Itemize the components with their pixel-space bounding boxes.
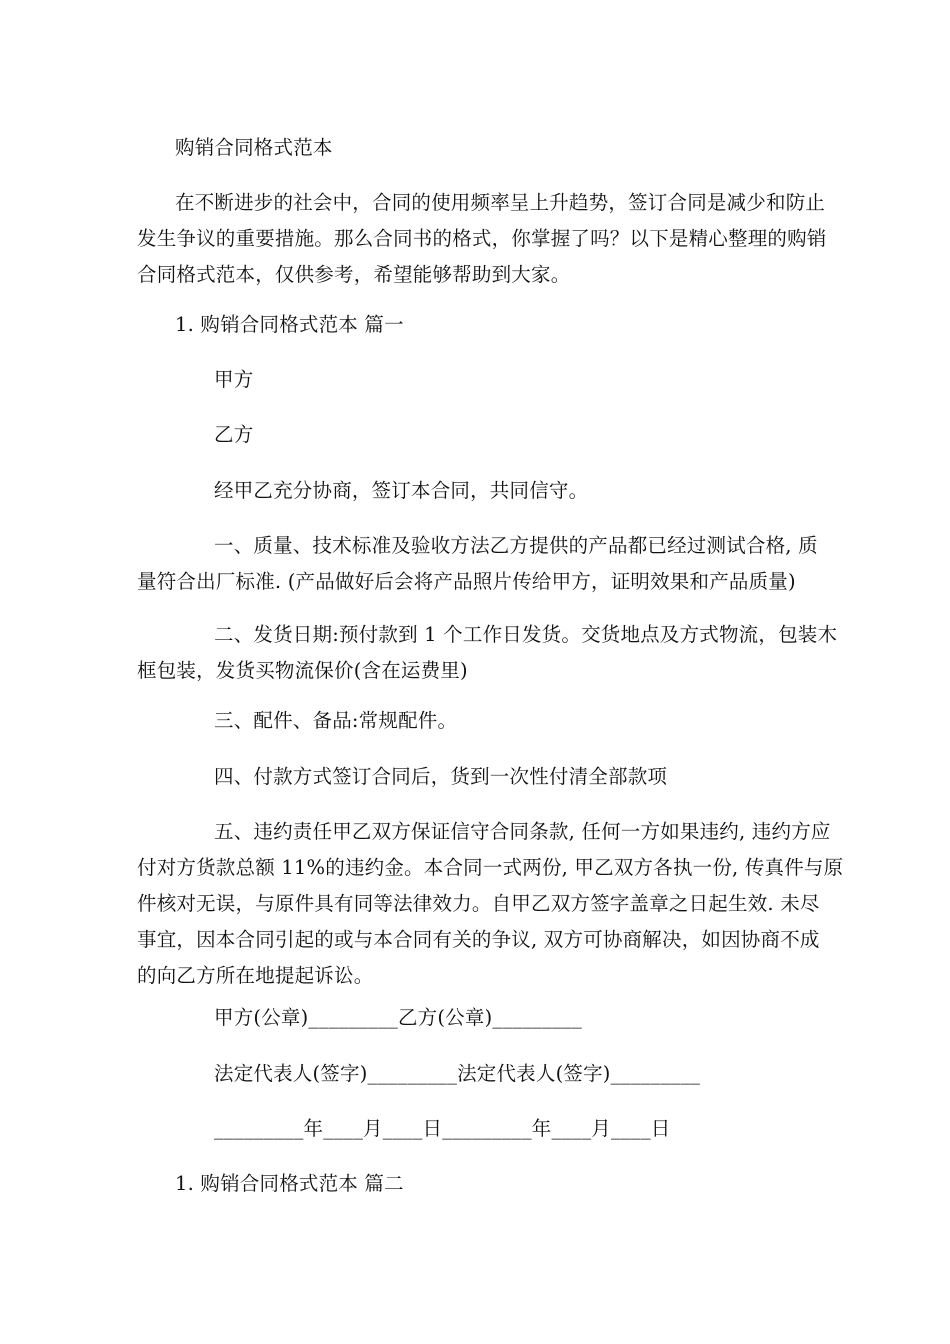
clause-2-line-1: 二、发货日期:预付款到 1 个工作日发货。交货地点及方式物流，包装木 xyxy=(214,623,838,646)
document-title: 购销合同格式范本 xyxy=(175,136,333,159)
clause-5-line-5: 的向乙方所在地提起诉讼。 xyxy=(137,964,374,987)
intro-line-3: 合同格式范本，仅供参考，希望能够帮助到大家。 xyxy=(137,263,571,286)
section-2-heading: 1. 购销合同格式范本 篇二 xyxy=(175,1172,404,1195)
clause-5-line-3: 件核对无误，与原件具有同等法律效力。自甲乙双方签字盖章之日起生效. 未尽 xyxy=(137,892,820,915)
signature-representative-line: 法定代表人(签字)_________法定代表人(签字)_________ xyxy=(214,1062,701,1085)
clause-5-paragraph xyxy=(137,814,844,994)
party-b-label: 乙方 xyxy=(214,423,254,446)
section-1-heading: 1. 购销合同格式范本 篇一 xyxy=(175,313,404,336)
signature-date-line: _________年____月____日_________年____月____日 xyxy=(214,1117,671,1140)
signature-seal-line: 甲方(公章)_________乙方(公章)_________ xyxy=(214,1006,582,1029)
clause-1-paragraph xyxy=(137,528,817,600)
intro-line-1: 在不断进步的社会中，合同的使用频率呈上升趋势，签订合同是减少和防止 xyxy=(175,191,826,214)
intro-line-2: 发生争议的重要措施。那么合同书的格式，你掌握了吗？以下是精心整理的购销 xyxy=(137,227,827,250)
intro-paragraph xyxy=(137,185,827,293)
clause-3: 三、配件、备品:常规配件。 xyxy=(214,709,458,732)
clause-1-line-2: 量符合出厂标准. (产品做好后会将产品照片传给甲方，证明效果和产品质量) xyxy=(137,570,796,593)
clause-1-line-1: 一、质量、技术标准及验收方法乙方提供的产品都已经过测试合格, 质 xyxy=(214,534,818,557)
agreement-statement: 经甲乙充分协商，签订本合同，共同信守。 xyxy=(214,479,589,502)
clause-2-paragraph xyxy=(137,617,838,689)
party-a-label: 甲方 xyxy=(214,368,254,391)
clause-5-line-1: 五、违约责任甲乙双方保证信守合同条款, 任何一方如果违约, 违约方应 xyxy=(214,820,831,843)
clause-5-line-2: 付对方货款总额 11%的违约金。本合同一式两份, 甲乙双方各执一份, 传真件与原 xyxy=(137,856,844,879)
clause-2-line-2: 框包装，发货买物流保价(含在运费里) xyxy=(137,659,468,682)
clause-4: 四、付款方式签订合同后，货到一次性付清全部款项 xyxy=(214,765,668,788)
clause-5-line-4: 事宜，因本合同引起的或与本合同有关的争议, 双方可协商解决，如因协商不成 xyxy=(137,928,820,951)
